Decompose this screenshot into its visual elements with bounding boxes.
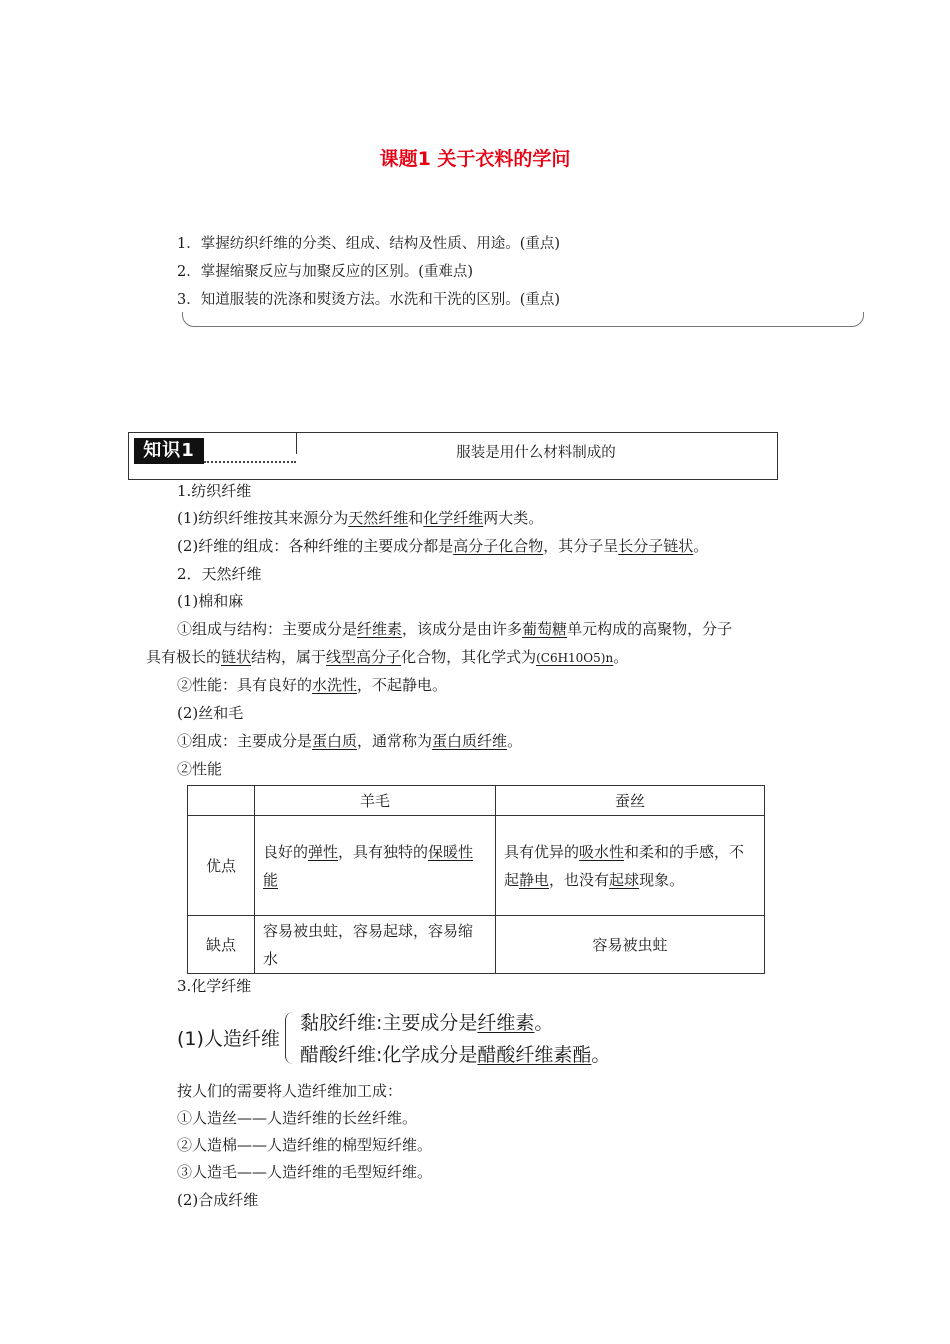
section-title: 2．天然纤维 bbox=[177, 565, 262, 583]
paragraph: 具有极长的链状结构，属于线型高分子化合物，其化学式为(C6H10O5)n。 bbox=[146, 648, 629, 666]
subsection-title: (1)棉和麻 bbox=[177, 592, 244, 610]
answer-blank: 葡萄糖 bbox=[522, 620, 568, 638]
goals-brace bbox=[182, 312, 864, 327]
classification-label: (1)人造纤维 bbox=[177, 1028, 280, 1050]
page-title: 课题1 关于衣料的学问 bbox=[379, 148, 571, 170]
brace bbox=[285, 1012, 296, 1064]
answer-blank: 弹性 bbox=[308, 842, 339, 861]
list-item: ②人造棉——人造纤维的棉型短纤维。 bbox=[177, 1136, 433, 1154]
fiber-property-table bbox=[187, 785, 765, 974]
paragraph: (2)纤维的组成：各种纤维的主要成分都是高分子化合物，其分子呈长分子链状。 bbox=[177, 537, 709, 555]
table-row bbox=[188, 816, 765, 916]
table-header-cell bbox=[188, 786, 255, 816]
learning-goal: 2．掌握缩聚反应与加聚反应的区别。(重难点) bbox=[177, 264, 474, 280]
knowledge-heading: 服装是用什么材料制成的 bbox=[456, 445, 616, 461]
classification-item: 醋酸纤维:化学成分是醋酸纤维素酯。 bbox=[300, 1044, 611, 1066]
table-header-cell: 羊毛 bbox=[255, 786, 496, 816]
paragraph: ①组成与结构：主要成分是纤维素，该成分是由许多葡萄糖单元构成的高聚物，分子 bbox=[177, 620, 733, 638]
answer-blank: 化学纤维 bbox=[423, 509, 484, 527]
subsection-title: (2)合成纤维 bbox=[177, 1191, 259, 1209]
answer-blank: 高分子化合物 bbox=[453, 537, 544, 555]
section-title: 1.纺织纤维 bbox=[177, 482, 252, 500]
learning-goal: 1．掌握纺织纤维的分类、组成、结构及性质、用途。(重点) bbox=[177, 236, 561, 252]
knowledge-badge: 知识1 bbox=[134, 438, 204, 464]
table-cell: 具有优异的吸水性和柔和的手感，不起静电，也没有起球现象。 bbox=[496, 816, 765, 916]
answer-blank: 吸水性 bbox=[579, 842, 625, 861]
badge-dotted-rule bbox=[204, 461, 296, 463]
table-cell: 容易被虫蛀，容易起球，容易缩水 bbox=[255, 916, 496, 974]
answer-blank: 纤维素 bbox=[477, 1012, 535, 1034]
answer-blank: 天然纤维 bbox=[348, 509, 409, 527]
answer-blank: 蛋白质纤维 bbox=[432, 732, 508, 750]
row-label: 缺点 bbox=[188, 916, 255, 974]
answer-blank: 醋酸纤维素酯 bbox=[477, 1044, 592, 1066]
answer-blank: 保暖 bbox=[428, 842, 459, 861]
list-item: ①人造丝——人造纤维的长丝纤维。 bbox=[177, 1109, 418, 1127]
row-label: 优点 bbox=[188, 816, 255, 916]
paragraph: (1)纺织纤维按其来源分为天然纤维和化学纤维两大类。 bbox=[177, 509, 544, 527]
answer-blank: 线型高分子 bbox=[326, 648, 402, 666]
classification-item: 黏胶纤维:主要成分是纤维素。 bbox=[300, 1012, 554, 1034]
answer-blank: 起球 bbox=[609, 870, 640, 889]
list-item: ③人造毛——人造纤维的毛型短纤维。 bbox=[177, 1163, 433, 1181]
chemical-formula: (C6H10O5)n bbox=[536, 651, 614, 665]
paragraph: ②性能 bbox=[177, 760, 223, 778]
answer-blank: 水洗性 bbox=[312, 676, 358, 694]
answer-blank: 静电 bbox=[519, 870, 550, 889]
subsection-title: (2)丝和毛 bbox=[177, 704, 244, 722]
table-row bbox=[188, 916, 765, 974]
paragraph: 按人们的需要将人造纤维加工成： bbox=[177, 1082, 403, 1100]
table-cell: 良好的弹性，具有独特的保暖性能 bbox=[255, 816, 496, 916]
learning-goal: 3．知道服装的洗涤和熨烫方法。水洗和干洗的区别。(重点) bbox=[177, 292, 561, 308]
table-header-row bbox=[188, 786, 765, 816]
table-header-cell: 蚕丝 bbox=[496, 786, 765, 816]
answer-blank: 蛋白质 bbox=[312, 732, 358, 750]
answer-blank: 长分子链状 bbox=[618, 537, 694, 555]
answer-blank: 纤维素 bbox=[357, 620, 403, 638]
paragraph: ①组成：主要成分是蛋白质，通常称为蛋白质纤维。 bbox=[177, 732, 523, 750]
answer-blank: 链状 bbox=[221, 648, 252, 666]
section-title: 3.化学纤维 bbox=[177, 977, 252, 995]
paragraph: ②性能：具有良好的水洗性，不起静电。 bbox=[177, 676, 448, 694]
table-cell: 容易被虫蛀 bbox=[496, 916, 765, 974]
